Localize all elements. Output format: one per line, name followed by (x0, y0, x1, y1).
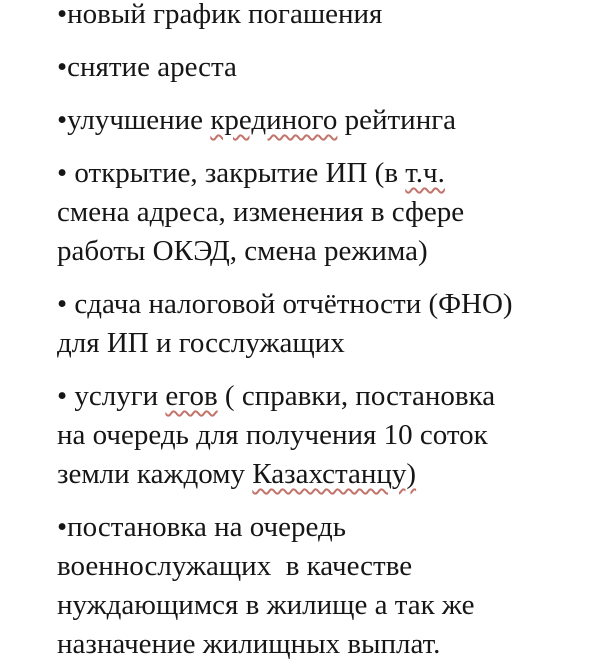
text-segment: •новый график погашения (57, 0, 383, 30)
text-segment: •постановка на очередь (57, 511, 346, 543)
text-line (57, 508, 570, 547)
text-line (57, 547, 570, 586)
text-segment: назначение жилищных выплат. (57, 628, 441, 660)
text-line (57, 0, 570, 34)
bullet-item (57, 0, 570, 34)
text-segment: •улучшение (57, 104, 211, 136)
bullet-item (57, 48, 570, 87)
text-segment: • сдача налоговой отчётности (ФНО) (57, 288, 513, 320)
bullet-item (57, 285, 570, 363)
text-line (57, 586, 570, 625)
bullet-item (57, 154, 570, 271)
text-line (57, 377, 570, 416)
text-segment: смена адреса, изменения в сфере (57, 196, 465, 228)
text-segment: для ИП и госслужащих (57, 327, 345, 359)
text-segment: ( справки, постановка (217, 380, 496, 412)
text-line (57, 285, 570, 324)
text-segment: • услуги (57, 380, 166, 412)
text-line (57, 101, 570, 140)
text-line (57, 154, 570, 193)
misspelled-word: Казахстанцу) (252, 458, 417, 490)
text-segment: нуждающимся в жилище а так же (57, 589, 475, 621)
misspelled-word: т.ч. (405, 157, 445, 189)
bullet-item (57, 508, 570, 664)
text-segment: •снятие ареста (57, 51, 237, 83)
text-segment: военнослужащих в качестве (57, 550, 413, 582)
text-segment: земли каждому (57, 458, 253, 490)
text-line (57, 455, 570, 494)
text-line (57, 324, 570, 363)
misspelled-word: егов (165, 380, 218, 412)
text-line (57, 232, 570, 271)
text-segment: рейтинга (337, 104, 456, 136)
text-segment: работы ОКЭД, смена режима) (57, 235, 428, 267)
bullet-item (57, 377, 570, 494)
text-line (57, 625, 570, 664)
bullet-item (57, 101, 570, 140)
text-segment: • открытие, закрытие ИП (в (57, 157, 406, 189)
text-segment: на очередь для получения 10 соток (57, 419, 488, 451)
text-line (57, 193, 570, 232)
document-text-body (57, 0, 570, 664)
text-line (57, 48, 570, 87)
text-line (57, 416, 570, 455)
misspelled-word: крединого (210, 104, 338, 136)
